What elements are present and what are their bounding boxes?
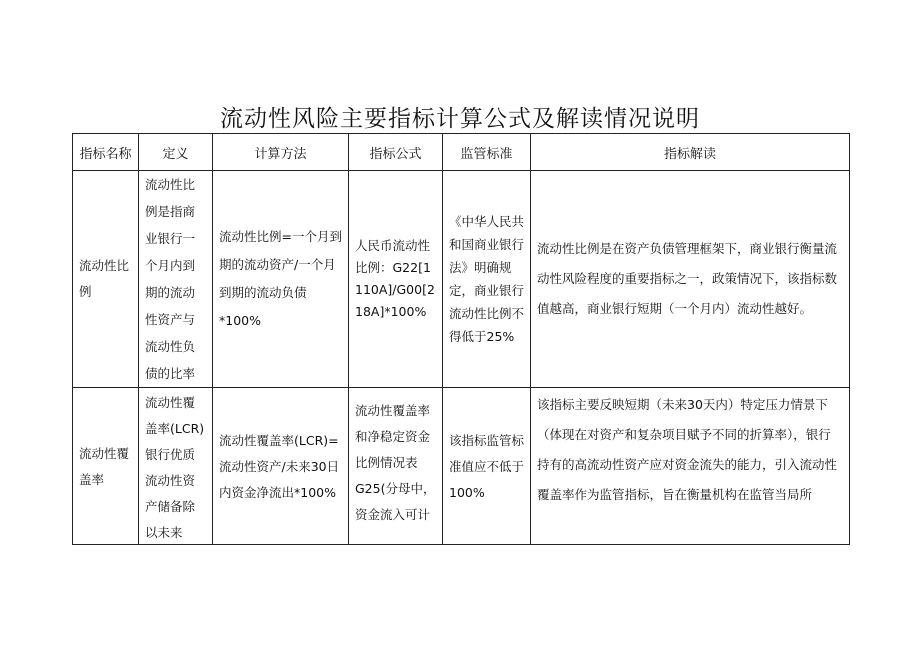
row-formula: 流动性覆盖率和净稳定资金比例情况表G25(分母中，资金流入可计 [355, 403, 436, 522]
cell-formula [349, 171, 443, 388]
table-row [73, 388, 850, 545]
row-interpretation: 流动性比例是在资产负债管理框架下，商业银行衡量流动性风险程度的重要指标之一，政策情况下，该指标数值越高，商业银行短期（一个月内）流动性越好。 [537, 241, 838, 316]
cell-definition [139, 171, 213, 388]
document-title: 流动性风险主要指标计算公式及解读情况说明 [220, 106, 700, 132]
indicator-table [72, 133, 850, 545]
cell-definition [139, 388, 213, 545]
cell-method [213, 171, 349, 388]
row-definition: 流动性覆盖率(LCR)银行优质流动性资产储备除以未来 [145, 395, 205, 540]
cell-standard [443, 388, 531, 545]
row-formula: 人民币流动性比例：G22[1110A]/G00[218A]*100% [355, 238, 435, 319]
cell-name [73, 171, 139, 388]
row-name: 流动性覆盖率 [79, 446, 130, 487]
row-definition: 流动性比例是指商业银行一个月内到期的流动性资产与流动性负债的比率 [145, 177, 196, 381]
cell-formula [349, 388, 443, 545]
cell-standard [443, 171, 531, 388]
cell-name [73, 388, 139, 545]
cell-method [213, 388, 349, 545]
header-method: 计算方法 [213, 134, 349, 171]
cell-interpretation [531, 388, 850, 545]
header-interpretation: 指标解读 [531, 134, 850, 171]
cell-interpretation [531, 171, 850, 388]
row-standard: 《中华人民共和国商业银行法》明确规定，商业银行流动性比例不得低于25% [449, 214, 525, 344]
row-interpretation: 该指标主要反映短期（未来30天内）特定压力情景下（体现在对资产和复杂项目赋予不同的折算率），银行持有的高流动性资产应对资金流失的能力，引入流动性覆盖率作为监管指标，旨在衡量机构在监管当局所 [537, 397, 838, 502]
header-standard: 监管标准 [443, 134, 531, 171]
header-definition: 定义 [139, 134, 213, 171]
table-row [73, 171, 850, 388]
table-header-row [73, 134, 850, 171]
row-name: 流动性比例 [79, 258, 130, 299]
header-formula: 指标公式 [349, 134, 443, 171]
row-standard: 该指标监管标准值应不低于100% [449, 433, 525, 500]
row-method: 流动性比例=一个月到期的流动资产/一个月到期的流动负债*100% [219, 229, 342, 328]
header-name: 指标名称 [73, 134, 139, 171]
row-method: 流动性覆盖率(LCR)=流动性资产/未来30日内资金净流出*100% [219, 433, 340, 500]
